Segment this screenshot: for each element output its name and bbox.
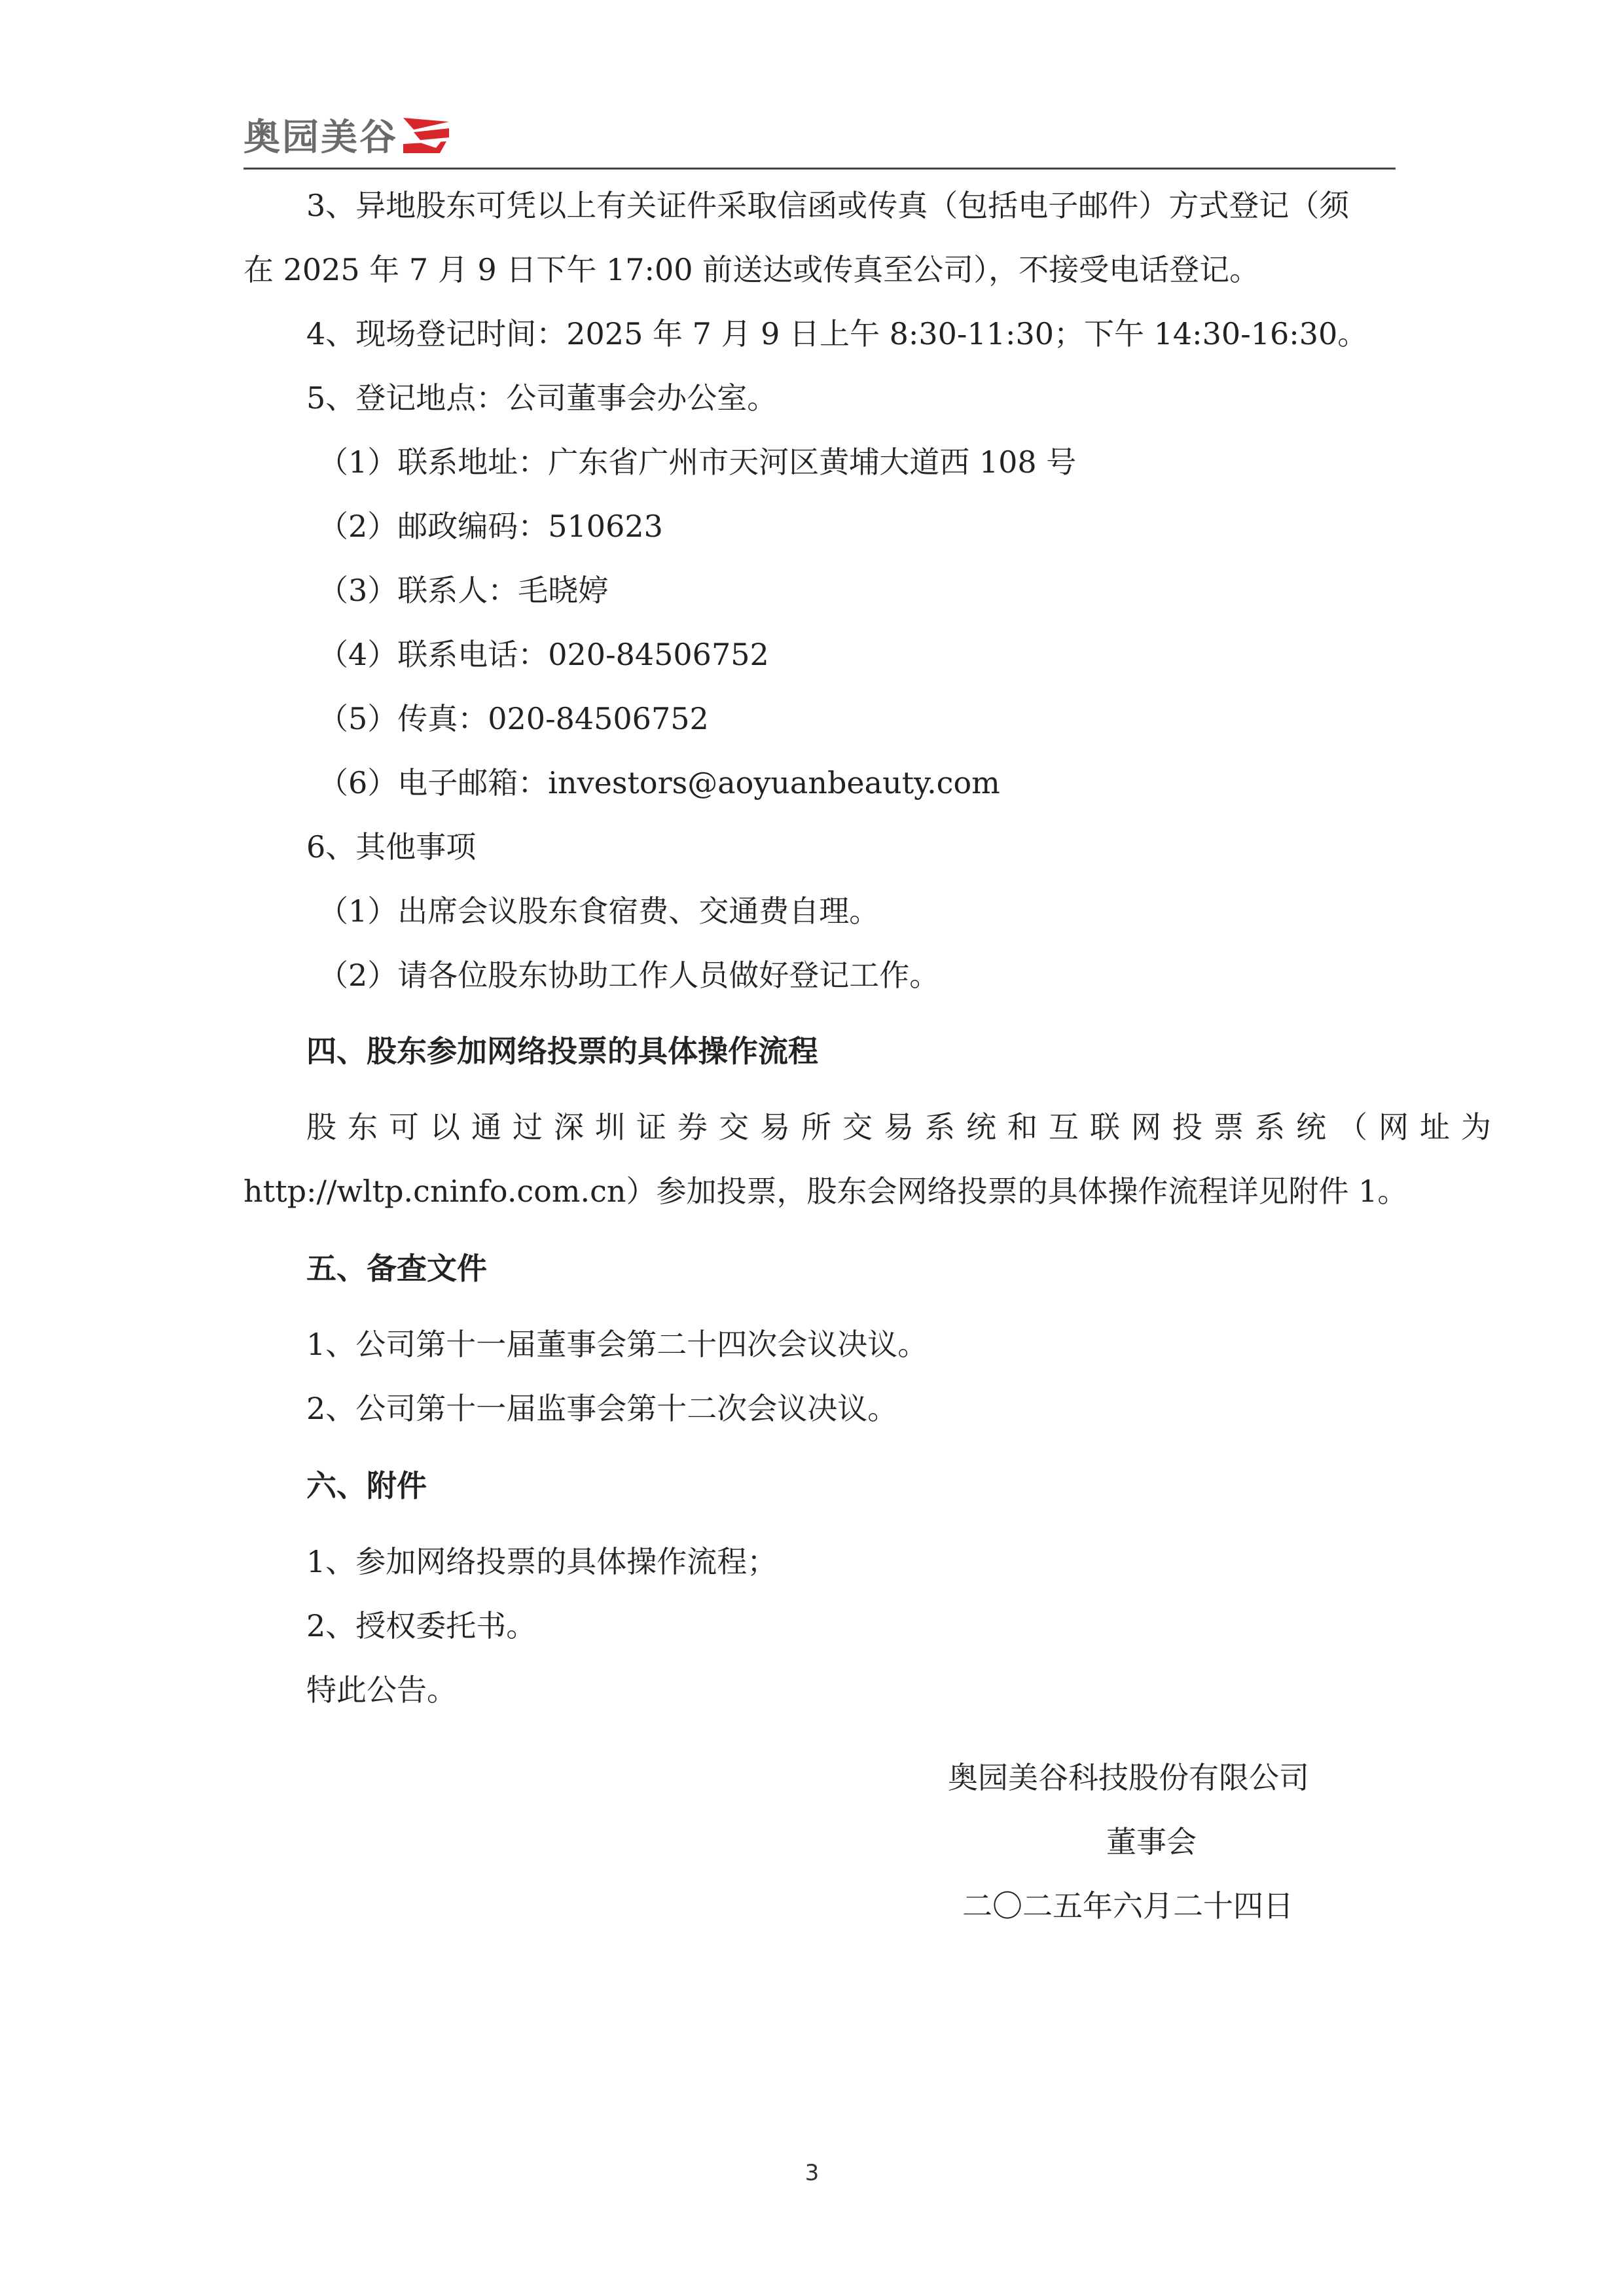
section-4-line-2: http://wltp.cninfo.com.cn）参加投票，股东会网络投票的具体操作流程详见附件 1。 (244, 1174, 1408, 1209)
header-divider (244, 168, 1396, 170)
attachment-2: 2、授权委托书。 (306, 1608, 537, 1643)
page-number: 3 (804, 2160, 820, 2186)
contact-phone: （4）联系电话：020-84506752 (318, 637, 769, 672)
closing-statement: 特此公告。 (306, 1672, 457, 1708)
reference-document-2: 2、公司第十一届监事会第十二次会议决议。 (306, 1391, 898, 1426)
section-4-line-1: 股东可以通过深圳证券交易所交易系统和互联网投票系统（网址为 (306, 1109, 1502, 1145)
signature-board: 董事会 (1106, 1824, 1197, 1859)
page-header (0, 0, 1624, 170)
signature-company: 奥园美谷科技股份有限公司 (948, 1760, 1309, 1795)
contact-fax: （5）传真：020-84506752 (318, 701, 709, 736)
other-item-1: （1）出席会议股东食宿费、交通费自理。 (318, 893, 880, 929)
paragraph-3-line-2: 在 2025 年 7 月 9 日下午 17:00 前送达或传真至公司），不接受电话登记。 (244, 252, 1260, 287)
aoyuan-logo-mark-icon (401, 115, 452, 156)
section-heading-5: 五、备查文件 (306, 1251, 487, 1286)
paragraph-6: 6、其他事项 (306, 829, 477, 865)
signature-date: 二〇二五年六月二十四日 (962, 1888, 1293, 1924)
reference-document-1: 1、公司第十一届董事会第二十四次会议决议。 (306, 1327, 928, 1362)
paragraph-5: 5、登记地点：公司董事会办公室。 (306, 380, 778, 416)
other-item-2: （2）请各位股东协助工作人员做好登记工作。 (318, 958, 940, 993)
paragraph-4: 4、现场登记时间：2025 年 7 月 9 日上午 8:30-11:30；下午 14:30-16:30。 (306, 316, 1368, 351)
attachment-1: 1、参加网络投票的具体操作流程； (306, 1544, 778, 1579)
section-heading-6: 六、附件 (306, 1468, 427, 1503)
paragraph-3-line-1: 3、异地股东可凭以上有关证件采取信函或传真（包括电子邮件）方式登记（须 (306, 188, 1350, 223)
section-heading-4: 四、股东参加网络投票的具体操作流程 (306, 1033, 818, 1069)
postal-code: （2）邮政编码：510623 (318, 509, 663, 544)
contact-address: （1）联系地址：广东省广州市天河区黄埔大道西 108 号 (318, 444, 1077, 480)
contact-email: （6）电子邮箱：investors@aoyuanbeauty.com (318, 765, 1000, 800)
contact-person: （3）联系人：毛晓婷 (318, 573, 609, 608)
company-logo-text: 奥园美谷 (244, 117, 398, 159)
